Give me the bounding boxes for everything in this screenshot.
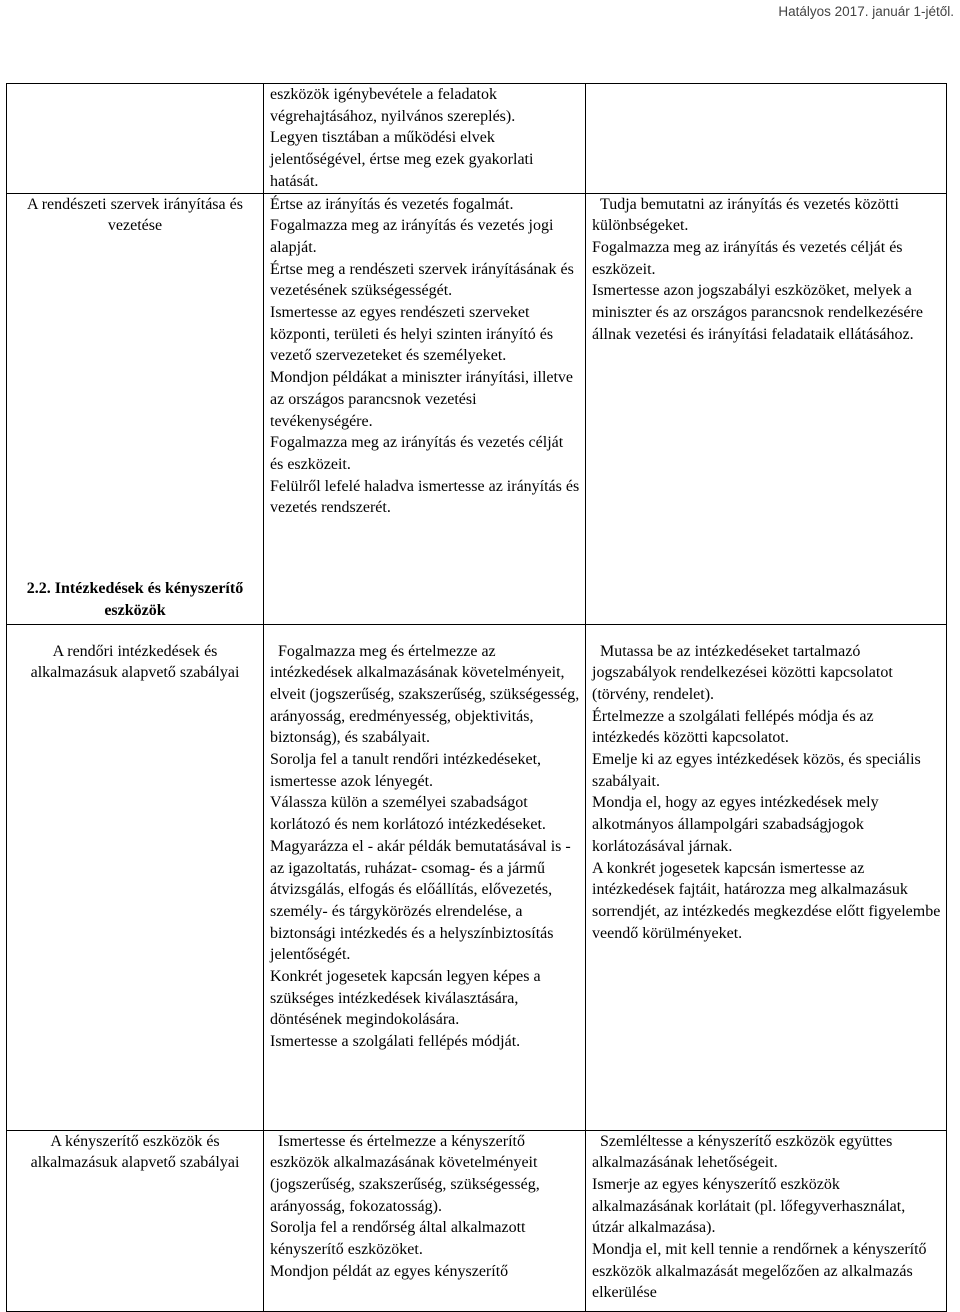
requirement-text: Értse meg a rendészeti szervek irányításának és vezetésének szükségességét.	[270, 260, 574, 300]
requirement-text: Konkrét jogesetek kapcsán legyen képes a szükséges intézkedések kiválasztására, döntésének megindokolására.	[270, 968, 541, 1029]
table-row	[7, 193, 947, 624]
curriculum-table	[6, 83, 947, 1312]
requirement-text: Fogalmazza meg az irányítás és vezetés célját és eszközeit.	[270, 434, 564, 473]
outcome-text: Mutassa be az intézkedéseket tartalmazó jogszabályok rendelkezései közötti kapcsolatot (törvény, rendelet).	[592, 642, 893, 703]
outcome-text: Tudja bemutatni az irányítás és vezetés közötti különbségeket.	[592, 195, 899, 235]
outcome-text: Értelmezze a szolgálati fellépés módja és az intézkedés közötti kapcsolatot.	[592, 707, 874, 747]
outcomes-cell	[586, 193, 947, 624]
topic-cell	[7, 193, 264, 624]
requirement-text: Fogalmazza meg az irányítás és vezetés jogi alapját.	[270, 217, 554, 256]
outcome-text: Mondja el, mit kell tennie a rendőrnek a kényszerítő eszközök alkalmazását megelőzően az alkalmazás elkerülése	[592, 1241, 927, 1302]
requirement-text: eszközök igénybevétele a feladatok végrehajtásához, nyilvános szereplés).	[270, 86, 516, 125]
topic-title: A rendészeti szervek irányítása és vezetése	[27, 195, 243, 235]
outcome-text: Mondja el, hogy az egyes intézkedések mely alkotmányos állampolgári szabadságjogok korlátozásával járnak.	[592, 794, 879, 855]
requirement-text: Mondjon példát az egyes kényszerítő	[270, 1262, 509, 1280]
table-row	[7, 84, 947, 194]
requirements-cell	[264, 84, 586, 194]
requirements-cell	[264, 1130, 586, 1311]
requirement-text: Értse az irányítás és vezetés fogalmát.	[270, 195, 514, 213]
requirement-text: Válassza külön a személyei szabadságot korlátozó és nem korlátozó intézkedéseket.	[270, 794, 546, 834]
outcome-text: Fogalmazza meg az irányítás és vezetés célját és eszközeit.	[592, 238, 903, 278]
outcomes-cell	[586, 84, 947, 194]
requirements-cell	[264, 193, 586, 624]
topic-cell	[7, 84, 264, 194]
outcome-text: Ismertesse azon jogszabályi eszközöket, melyek a miniszter és az országos parancsnok rendelkezésére állnak vezetési és irányítási feladataik ellátásához.	[592, 282, 923, 343]
outcome-text: A konkrét jogesetek kapcsán ismertesse az intézkedések fajtáit, határozza meg alkalmazásuk sorrendjét, az intézkedés megkezdése előtt figyelembe veendő körülményeket.	[592, 859, 941, 942]
requirements-cell	[264, 624, 586, 1130]
table-row	[7, 1130, 947, 1311]
outcome-text: Emelje ki az egyes intézkedések közös, és speciális szabályait.	[592, 751, 921, 790]
section-heading: 2.2. Intézkedések és kényszerítő eszközök	[26, 580, 244, 619]
effective-date-note: Hatályos 2017. január 1-jétől.	[778, 4, 954, 19]
outcome-text: Szemléltesse a kényszerítő eszközök együttes alkalmazásának lehetőségeit.	[592, 1132, 893, 1172]
table-row	[7, 624, 947, 1130]
requirement-text: Magyarázza el - akár példák bemutatásával is - az igazoltatás, ruházat- csomag- és a jármű átvizsgálás, elfogás és előállítás, elővezetés, személy- és tárgykörözés elrendelése, a biztonsági intézkedés és a helyszínbiztosítás jelentőségét.	[270, 837, 571, 964]
requirement-text: Mondjon példákat a miniszter irányítási, illetve az országos parancsnok vezetési tevékenységére.	[270, 369, 574, 430]
topic-cell	[7, 1130, 264, 1311]
topic-cell	[7, 624, 264, 1130]
outcomes-cell	[586, 624, 947, 1130]
outcomes-cell	[586, 1130, 947, 1311]
topic-title: A rendőri intézkedések és alkalmazásuk alapvető szabályai	[30, 642, 240, 682]
requirement-text: Legyen tisztában a működési elvek jelentőségével, értse meg ezek gyakorlati hatását.	[270, 129, 534, 190]
requirement-text: Fogalmazza meg és értelmezze az intézkedések alkalmazásának követelményeit, elveit (jogszerűség, szakszerűség, szükségesség, arányosság, eredményesség, objektivitás, biztonság), és szabályait.	[270, 642, 580, 747]
topic-title: A kényszerítő eszközök és alkalmazásuk alapvető szabályai	[30, 1132, 240, 1172]
requirement-text: Sorolja fel a tanult rendőri intézkedéseket, ismertesse azok lényegét.	[270, 751, 542, 790]
requirement-text: Sorolja fel a rendőrség által alkalmazott kényszerítő eszközöket.	[270, 1219, 526, 1259]
requirement-text: Ismertesse a szolgálati fellépés módját.	[270, 1033, 521, 1051]
requirement-text: Felülről lefelé haladva ismertesse az irányítás és vezetés rendszerét.	[270, 477, 580, 517]
requirement-text: Ismertesse és értelmezze a kényszerítő eszközök alkalmazásának követelményeit (jogszerűség, szakszerűség, szükségesség, arányosság, fokozatosság).	[270, 1132, 540, 1215]
outcome-text: Ismerje az egyes kényszerítő eszközök alkalmazásának korlátait (pl. lőfegyverhasználat, útzár alkalmazása).	[592, 1175, 906, 1237]
requirement-text: Ismertesse az egyes rendészeti szerveket központi, területi és helyi szinten irányító és vezető szervezeteket és személyeket.	[270, 304, 554, 365]
